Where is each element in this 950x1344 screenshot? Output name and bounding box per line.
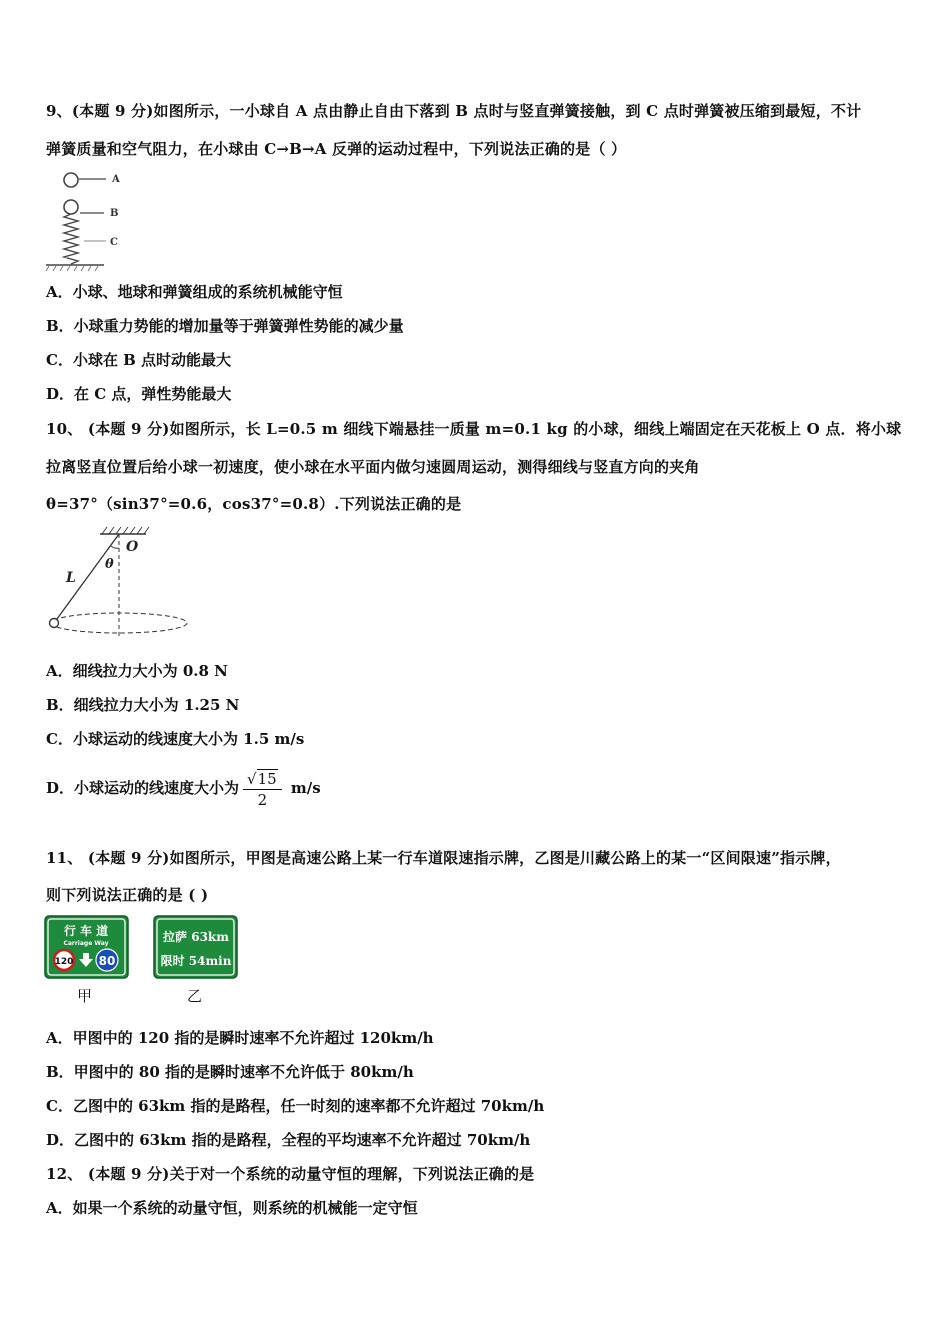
q10-option-b: B．细线拉力大小为 1.25 N xyxy=(46,696,240,714)
q10-stem-line2: 拉离竖直位置后给小球一初速度，使小球在水平面内做匀速圆周运动，测得细线与竖直方向的夹角 xyxy=(46,458,700,476)
sign-jia-caption: 甲 xyxy=(77,987,93,1005)
sqrt15-over-2 xyxy=(243,769,282,810)
q9-stem-line1: 9、(本题 9 分)如图所示，一小球自 A 点由静止自由下落到 B 点时与竖直弹簧接触，到 C 点时弹簧被压缩到最短，不计 xyxy=(46,102,862,120)
q9-option-b: B．小球重力势能的增加量等于弹簧弹性势能的减少量 xyxy=(46,317,404,335)
ball-at-b xyxy=(64,200,78,214)
label-b: B xyxy=(110,208,119,219)
q10-stem-line1: 10、 (本题 9 分)如图所示，长 L=0.5 m 细线下端悬挂一质量 m=0.1 kg 的小球，细线上端固定在天花板上 O 点．将小球 xyxy=(46,420,902,438)
circular-path xyxy=(51,613,187,633)
frac-denominator: 2 xyxy=(257,790,268,809)
frac-numerator: 15 xyxy=(257,769,277,788)
sign-jia xyxy=(44,915,130,981)
q11-option-b: B．甲图中的 80 指的是瞬时速率不允许低于 80km/h xyxy=(46,1063,414,1081)
sign-jia-title: 行 车 道 xyxy=(63,924,109,938)
sign-yi xyxy=(153,915,239,981)
q10-option-d xyxy=(46,766,321,810)
q9-option-c: C．小球在 B 点时动能最大 xyxy=(46,351,232,369)
label-a: A xyxy=(112,174,120,185)
label-o: O xyxy=(126,539,139,555)
q12-option-a: A．如果一个系统的动量守恒，则系统的机械能一定守恒 xyxy=(46,1199,418,1217)
q10-option-c: C．小球运动的线速度大小为 1.5 m/s xyxy=(46,730,305,748)
pendulum-ball xyxy=(50,619,59,628)
sign-jia-max-speed: 120 xyxy=(54,957,74,967)
sign-yi-caption: 乙 xyxy=(187,987,203,1005)
q9-option-d: D．在 C 点，弹性势能最大 xyxy=(46,385,232,403)
q10-option-d-prefix: D．小球运动的线速度大小为 xyxy=(46,779,240,797)
q10-option-a: A．细线拉力大小为 0.8 N xyxy=(46,662,228,680)
q9-spring-figure xyxy=(44,168,144,274)
q11-option-d: D．乙图中的 63km 指的是路程，全程的平均速率不允许超过 70km/h xyxy=(46,1131,531,1149)
label-c: C xyxy=(110,237,118,248)
sign-yi-row1: 拉萨 63km xyxy=(163,930,229,944)
q10-conical-pendulum-figure xyxy=(44,524,194,640)
q11-option-c: C．乙图中的 63km 指的是路程，任一时刻的速率都不允许超过 70km/h xyxy=(46,1097,545,1115)
label-theta: θ xyxy=(105,557,114,572)
q11-stem-line1: 11、 (本题 9 分)如图所示，甲图是高速公路上某一行车道限速指示牌，乙图是川藏公路上的某一“区间限速”指示牌， xyxy=(46,849,841,867)
q9-stem-line2: 弹簧质量和空气阻力，在小球由 C→B→A 反弹的运动过程中，下列说法正确的是（ ） xyxy=(46,140,627,158)
spring xyxy=(64,214,78,264)
q11-option-a: A．甲图中的 120 指的是瞬时速率不允许超过 120km/h xyxy=(46,1029,434,1047)
string xyxy=(54,534,119,623)
sign-jia-min-speed: 80 xyxy=(98,954,116,968)
ball-at-a xyxy=(64,173,78,187)
q10-stem-line3: θ=37°（sin37°=0.6，cos37°=0.8）.下列说法正确的是 xyxy=(46,495,462,513)
sqrt-sign: √ xyxy=(247,769,257,788)
sign-yi-row2: 限时 54min xyxy=(160,954,232,968)
q9-option-a: A．小球、地球和弹簧组成的系统机械能守恒 xyxy=(46,283,343,301)
q12-stem-line1: 12、 (本题 9 分)关于对一个系统的动量守恒的理解，下列说法正确的是 xyxy=(46,1165,535,1183)
sign-jia-subtitle: Carriage Way xyxy=(63,940,109,947)
label-l: L xyxy=(66,570,76,586)
q10-option-d-unit: m/s xyxy=(290,779,321,797)
q11-stem-line2: 则下列说法正确的是 ( ) xyxy=(46,886,209,904)
